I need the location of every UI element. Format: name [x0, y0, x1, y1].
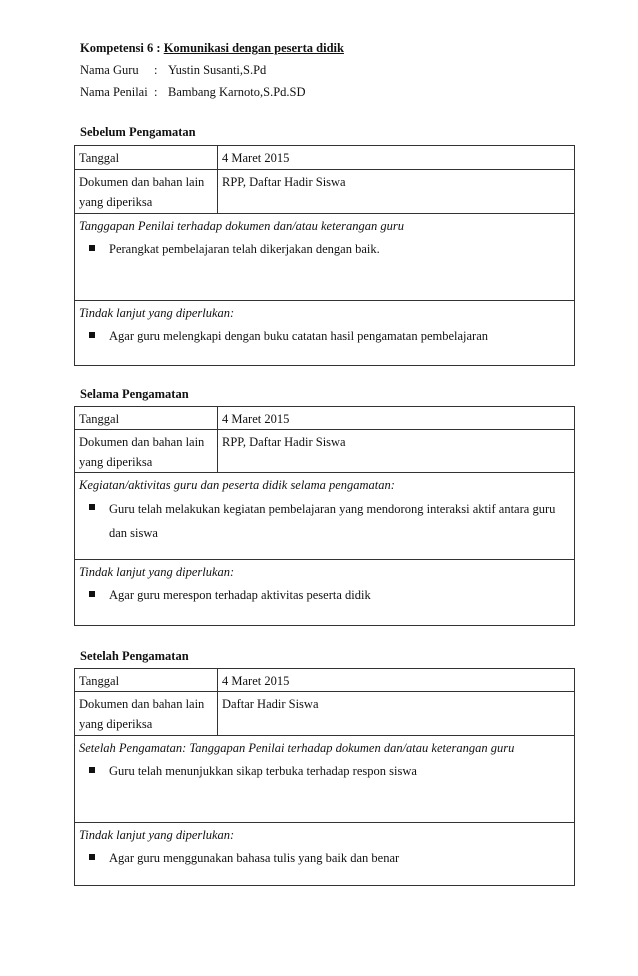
tindak-label: Tindak lanjut yang diperlukan: [79, 306, 235, 320]
dokumen-label-line: yang diperiksa [79, 717, 153, 731]
table-row [75, 430, 575, 473]
table-row [75, 736, 575, 823]
tanggapan-cell [75, 736, 575, 823]
dokumen-label-line: Dokumen dan bahan lain [79, 175, 205, 189]
section-table-sebelum [74, 145, 575, 366]
dokumen-label [75, 170, 218, 214]
nama-guru-label: Nama Guru [80, 63, 139, 77]
table-row [75, 692, 575, 736]
list-item [79, 584, 570, 606]
tanggal-value: 4 Maret 2015 [218, 669, 575, 692]
table-row [75, 669, 575, 692]
dokumen-label-line: yang diperiksa [79, 195, 153, 209]
bullet-square-icon [89, 245, 95, 251]
table-row [75, 560, 575, 626]
nama-guru-value: Yustin Susanti,S.Pd [168, 63, 267, 77]
section-table-setelah [74, 668, 575, 886]
kompetensi-value: Komunikasi dengan peserta didik [163, 41, 344, 55]
dokumen-value: RPP, Daftar Hadir Siswa [218, 430, 575, 473]
table-row [75, 473, 575, 560]
tanggapan-bullet: Guru telah menunjukkan sikap terbuka terhadap respon siswa [109, 764, 417, 778]
section-title-selama: Selama Pengamatan [80, 387, 189, 401]
kompetensi-label: Kompetensi 6 : [80, 41, 161, 55]
dokumen-label [75, 692, 218, 736]
section-title-setelah: Setelah Pengamatan [80, 649, 189, 663]
tindak-label: Tindak lanjut yang diperlukan: [79, 565, 235, 579]
tindak-label: Tindak lanjut yang diperlukan: [79, 828, 235, 842]
nama-penilai-colon: : [154, 85, 158, 99]
table-row [75, 823, 575, 886]
tanggapan-label: Tanggapan Penilai terhadap dokumen dan/atau keterangan guru [79, 219, 404, 233]
kegiatan-bullet: Guru telah melakukan kegiatan pembelajaran yang mendorong interaksi aktif antara guru dan siswa [109, 502, 556, 540]
bullet-square-icon [89, 854, 95, 860]
dokumen-label-line: yang diperiksa [79, 455, 153, 469]
nama-penilai-value: Bambang Karnoto,S.Pd.SD [168, 85, 306, 99]
tanggapan-cell [75, 214, 575, 301]
tanggal-value: 4 Maret 2015 [218, 146, 575, 170]
bullet-square-icon [89, 504, 95, 510]
tanggal-value: 4 Maret 2015 [218, 407, 575, 430]
list-item [79, 325, 570, 347]
document-header [80, 37, 344, 103]
table-row [75, 214, 575, 301]
tindak-bullet: Agar guru merespon terhadap aktivitas peserta didik [109, 588, 371, 602]
section-title-sebelum: Sebelum Pengamatan [80, 125, 196, 139]
table-row [75, 301, 575, 366]
kompetensi-line [80, 37, 344, 59]
dokumen-label-line: Dokumen dan bahan lain [79, 435, 205, 449]
tanggapan-bullet: Perangkat pembelajaran telah dikerjakan dengan baik. [109, 242, 380, 256]
tindak-cell [75, 301, 575, 366]
tanggal-label: Tanggal [75, 407, 218, 430]
list-item [79, 760, 570, 782]
table-row [75, 407, 575, 430]
tindak-bullet: Agar guru melengkapi dengan buku catatan hasil pengamatan pembelajaran [109, 329, 489, 343]
tindak-cell [75, 823, 575, 886]
nama-penilai-label: Nama Penilai [80, 85, 148, 99]
bullet-square-icon [89, 591, 95, 597]
tanggal-label: Tanggal [75, 669, 218, 692]
dokumen-label-line: Dokumen dan bahan lain [79, 697, 205, 711]
table-row [75, 146, 575, 170]
dokumen-value: Daftar Hadir Siswa [218, 692, 575, 736]
bullet-square-icon [89, 767, 95, 773]
list-item [79, 497, 570, 545]
table-row [75, 170, 575, 214]
nama-penilai-line [80, 81, 344, 103]
dokumen-label [75, 430, 218, 473]
list-item [79, 847, 570, 869]
tindak-cell [75, 560, 575, 626]
tindak-bullet: Agar guru menggunakan bahasa tulis yang baik dan benar [109, 851, 400, 865]
tanggapan-label: Setelah Pengamatan: Tanggapan Penilai terhadap dokumen dan/atau keterangan guru [79, 741, 515, 755]
nama-guru-colon: : [154, 63, 158, 77]
bullet-square-icon [89, 332, 95, 338]
tanggal-label: Tanggal [75, 146, 218, 170]
kegiatan-label: Kegiatan/aktivitas guru dan peserta didik selama pengamatan: [79, 478, 395, 492]
list-item [79, 238, 570, 260]
nama-guru-line [80, 59, 344, 81]
dokumen-value: RPP, Daftar Hadir Siswa [218, 170, 575, 214]
section-table-selama [74, 406, 575, 626]
kegiatan-cell [75, 473, 575, 560]
